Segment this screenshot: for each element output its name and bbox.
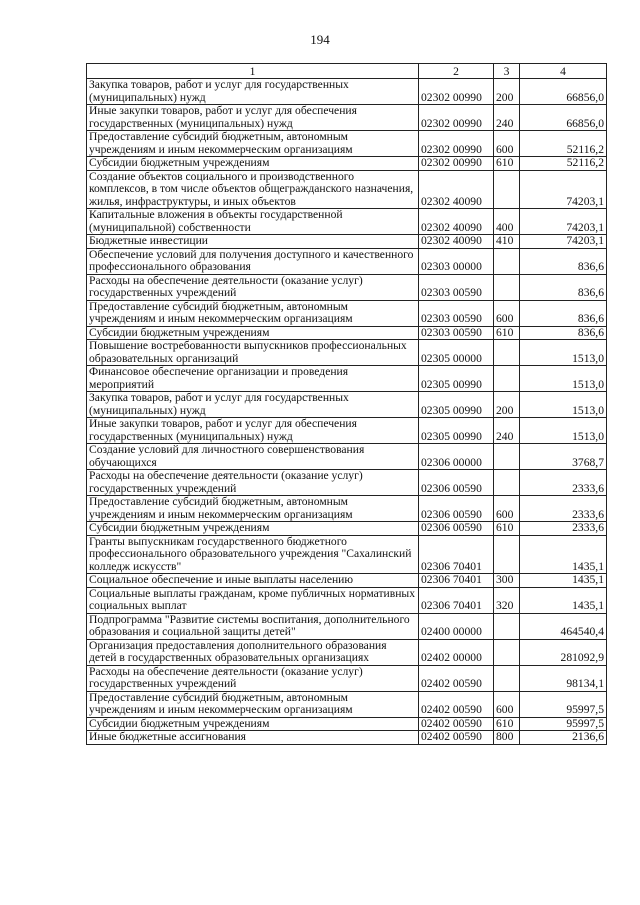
expense-type-cell: 320 <box>494 587 520 613</box>
expense-type-cell <box>494 274 520 300</box>
target-code-cell: 02302 40090 <box>419 235 494 249</box>
expense-type-cell: 610 <box>494 326 520 340</box>
table-row <box>87 170 607 209</box>
table-row <box>87 105 607 131</box>
table-row <box>87 639 607 665</box>
expense-name-cell: Социальное обеспечение и иные выплаты населению <box>87 574 419 588</box>
expense-type-cell: 300 <box>494 574 520 588</box>
amount-cell: 74203,1 <box>520 170 607 209</box>
target-code-cell: 02306 00590 <box>419 470 494 496</box>
expense-type-cell: 610 <box>494 522 520 536</box>
target-code-cell: 02306 70401 <box>419 535 494 574</box>
table-row <box>87 470 607 496</box>
column-header-1: 1 <box>87 64 419 79</box>
table-row <box>87 418 607 444</box>
amount-cell: 52116,2 <box>520 131 607 157</box>
target-code-cell: 02306 00590 <box>419 496 494 522</box>
target-code-cell: 02400 00000 <box>419 613 494 639</box>
expense-type-cell: 600 <box>494 300 520 326</box>
expense-name-cell: Организация предоставления дополнительного образования детей в государственных образовательных организациях <box>87 639 419 665</box>
table-row <box>87 274 607 300</box>
amount-cell: 836,6 <box>520 248 607 274</box>
amount-cell: 95997,5 <box>520 717 607 731</box>
amount-cell: 66856,0 <box>520 79 607 105</box>
expense-name-cell: Бюджетные инвестиции <box>87 235 419 249</box>
expense-name-cell: Повышение востребованности выпускников профессиональных образовательных организаций <box>87 340 419 366</box>
expense-name-cell: Подпрограмма "Развитие системы воспитания, дополнительного образования и социальной защиты детей" <box>87 613 419 639</box>
table-row <box>87 131 607 157</box>
expense-type-cell <box>494 340 520 366</box>
amount-cell: 74203,1 <box>520 209 607 235</box>
table-row <box>87 235 607 249</box>
target-code-cell: 02305 00990 <box>419 366 494 392</box>
table-row <box>87 300 607 326</box>
expense-name-cell: Гранты выпускникам государственного бюджетного профессионального образовательного учреждения "Сахалинский колледж искусств" <box>87 535 419 574</box>
amount-cell: 464540,4 <box>520 613 607 639</box>
target-code-cell: 02402 00590 <box>419 665 494 691</box>
table-row <box>87 613 607 639</box>
expense-name-cell: Расходы на обеспечение деятельности (оказание услуг) государственных учреждений <box>87 665 419 691</box>
target-code-cell: 02305 00000 <box>419 340 494 366</box>
expense-name-cell: Закупка товаров, работ и услуг для государственных (муниципальных) нужд <box>87 392 419 418</box>
amount-cell: 1513,0 <box>520 392 607 418</box>
expense-type-cell: 200 <box>494 79 520 105</box>
target-code-cell: 02302 00990 <box>419 131 494 157</box>
expense-type-cell <box>494 665 520 691</box>
target-code-cell: 02306 00000 <box>419 444 494 470</box>
target-code-cell: 02303 00590 <box>419 326 494 340</box>
target-code-cell: 02303 00000 <box>419 248 494 274</box>
amount-cell: 3768,7 <box>520 444 607 470</box>
table-row <box>87 248 607 274</box>
expense-name-cell: Иные закупки товаров, работ и услуг для обеспечения государственных (муниципальных) нужд <box>87 418 419 444</box>
expense-type-cell: 240 <box>494 105 520 131</box>
expense-type-cell: 610 <box>494 157 520 171</box>
table-row <box>87 522 607 536</box>
expense-name-cell: Иные закупки товаров, работ и услуг для обеспечения государственных (муниципальных) нужд <box>87 105 419 131</box>
target-code-cell: 02302 40090 <box>419 170 494 209</box>
table-row <box>87 157 607 171</box>
column-header-2: 2 <box>419 64 494 79</box>
expense-name-cell: Иные бюджетные ассигнования <box>87 731 419 745</box>
amount-cell: 1435,1 <box>520 574 607 588</box>
table-row <box>87 587 607 613</box>
expense-type-cell <box>494 535 520 574</box>
amount-cell: 836,6 <box>520 326 607 340</box>
table-row <box>87 392 607 418</box>
target-code-cell: 02305 00990 <box>419 392 494 418</box>
expense-name-cell: Предоставление субсидий бюджетным, автономным учреждениям и иным некоммерческим организациям <box>87 496 419 522</box>
target-code-cell: 02306 70401 <box>419 587 494 613</box>
table-row <box>87 691 607 717</box>
amount-cell: 1513,0 <box>520 340 607 366</box>
expense-type-cell: 800 <box>494 731 520 745</box>
target-code-cell: 02402 00000 <box>419 639 494 665</box>
expense-type-cell: 410 <box>494 235 520 249</box>
column-header-3: 3 <box>494 64 520 79</box>
table-row <box>87 366 607 392</box>
target-code-cell: 02402 00590 <box>419 731 494 745</box>
table-row <box>87 535 607 574</box>
table-body <box>87 79 607 745</box>
expense-type-cell <box>494 470 520 496</box>
table-row <box>87 496 607 522</box>
expense-name-cell: Финансовое обеспечение организации и проведения мероприятий <box>87 366 419 392</box>
expense-name-cell: Субсидии бюджетным учреждениям <box>87 522 419 536</box>
amount-cell: 281092,9 <box>520 639 607 665</box>
amount-cell: 2333,6 <box>520 522 607 536</box>
amount-cell: 98134,1 <box>520 665 607 691</box>
expense-type-cell <box>494 170 520 209</box>
table-row <box>87 731 607 745</box>
target-code-cell: 02303 00590 <box>419 274 494 300</box>
table-header-row <box>87 64 607 79</box>
expense-name-cell: Предоставление субсидий бюджетным, автономным учреждениям и иным некоммерческим организациям <box>87 131 419 157</box>
table-row <box>87 444 607 470</box>
table-row <box>87 665 607 691</box>
amount-cell: 1513,0 <box>520 418 607 444</box>
table-row <box>87 209 607 235</box>
amount-cell: 1435,1 <box>520 535 607 574</box>
amount-cell: 1513,0 <box>520 366 607 392</box>
expense-type-cell: 240 <box>494 418 520 444</box>
expense-type-cell: 200 <box>494 392 520 418</box>
target-code-cell: 02302 00990 <box>419 79 494 105</box>
amount-cell: 1435,1 <box>520 587 607 613</box>
expense-type-cell <box>494 366 520 392</box>
expense-type-cell: 600 <box>494 131 520 157</box>
target-code-cell: 02303 00590 <box>419 300 494 326</box>
amount-cell: 74203,1 <box>520 235 607 249</box>
expense-type-cell: 600 <box>494 496 520 522</box>
amount-cell: 2333,6 <box>520 496 607 522</box>
table-row <box>87 340 607 366</box>
expense-name-cell: Закупка товаров, работ и услуг для государственных (муниципальных) нужд <box>87 79 419 105</box>
expense-name-cell: Создание условий для личностного совершенствования обучающихся <box>87 444 419 470</box>
table-row <box>87 79 607 105</box>
target-code-cell: 02302 40090 <box>419 209 494 235</box>
table-row <box>87 717 607 731</box>
expense-name-cell: Расходы на обеспечение деятельности (оказание услуг) государственных учреждений <box>87 470 419 496</box>
page-number: 194 <box>310 32 330 47</box>
expense-name-cell: Создание объектов социального и производственного комплексов, в том числе объектов общегражданского назначения, жилья, инфраструктуры, и иных объектов <box>87 170 419 209</box>
amount-cell: 66856,0 <box>520 105 607 131</box>
target-code-cell: 02302 00990 <box>419 157 494 171</box>
column-header-4: 4 <box>520 64 607 79</box>
amount-cell: 836,6 <box>520 274 607 300</box>
expense-type-cell <box>494 639 520 665</box>
expense-type-cell <box>494 613 520 639</box>
expense-name-cell: Субсидии бюджетным учреждениям <box>87 157 419 171</box>
amount-cell: 836,6 <box>520 300 607 326</box>
amount-cell: 95997,5 <box>520 691 607 717</box>
amount-cell: 2333,6 <box>520 470 607 496</box>
expense-name-cell: Субсидии бюджетным учреждениям <box>87 326 419 340</box>
table-row <box>87 574 607 588</box>
budget-table <box>86 63 607 745</box>
table-row <box>87 326 607 340</box>
expense-type-cell: 610 <box>494 717 520 731</box>
expense-name-cell: Капитальные вложения в объекты государственной (муниципальной) собственности <box>87 209 419 235</box>
target-code-cell: 02402 00590 <box>419 717 494 731</box>
expense-name-cell: Предоставление субсидий бюджетным, автономным учреждениям и иным некоммерческим организациям <box>87 691 419 717</box>
target-code-cell: 02302 00990 <box>419 105 494 131</box>
expense-name-cell: Предоставление субсидий бюджетным, автономным учреждениям и иным некоммерческим организациям <box>87 300 419 326</box>
expense-type-cell <box>494 248 520 274</box>
expense-name-cell: Обеспечение условий для получения доступного и качественного профессионального образования <box>87 248 419 274</box>
expense-type-cell: 600 <box>494 691 520 717</box>
target-code-cell: 02305 00990 <box>419 418 494 444</box>
expense-name-cell: Расходы на обеспечение деятельности (оказание услуг) государственных учреждений <box>87 274 419 300</box>
amount-cell: 52116,2 <box>520 157 607 171</box>
expense-type-cell <box>494 444 520 470</box>
expense-name-cell: Субсидии бюджетным учреждениям <box>87 717 419 731</box>
amount-cell: 2136,6 <box>520 731 607 745</box>
target-code-cell: 02402 00590 <box>419 691 494 717</box>
target-code-cell: 02306 00590 <box>419 522 494 536</box>
expense-name-cell: Социальные выплаты гражданам, кроме публичных нормативных социальных выплат <box>87 587 419 613</box>
expense-type-cell: 400 <box>494 209 520 235</box>
target-code-cell: 02306 70401 <box>419 574 494 588</box>
